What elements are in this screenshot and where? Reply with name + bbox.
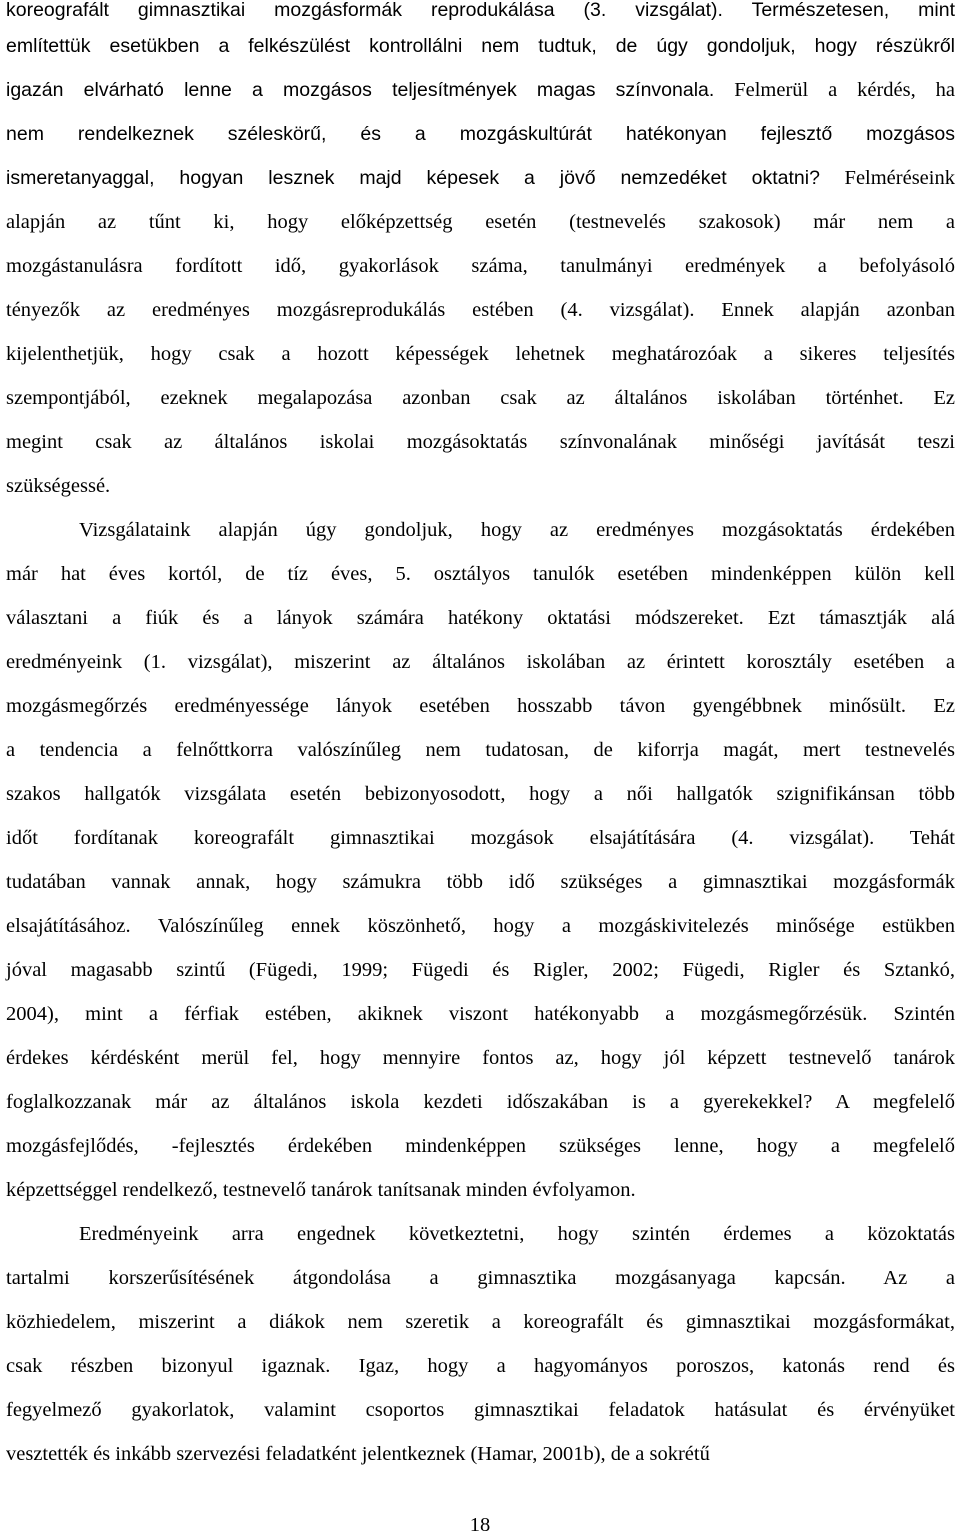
text-line: említettük esetükben a felkészülést kontrollálni nem tudtuk, de úgy gondoljuk, hogy részükről [6, 35, 955, 57]
text-line: a tendencia a felnőttkorra valószínűleg nem tudatosan, de kiforrja magát, mert testnevelés [6, 739, 955, 761]
text-line: megint csak az általános iskolai mozgásoktatás színvonalának minőségi javítását teszi [6, 431, 955, 453]
text-line: kijelenthetjük, hogy csak a hozott képességek lehetnek meghatározóak a sikeres teljesítés [6, 343, 955, 365]
text-line: szakos hallgatók vizsgálata esetén bebizonyosodott, hogy a női hallgatók szignifikánsan több [6, 783, 955, 805]
text-line: elsajátításához. Valószínűleg ennek köszönhető, hogy a mozgáskivitelezés minősége estükben [6, 915, 955, 937]
text-line: érdekes kérdésként merül fel, hogy mennyire fontos az, hogy jól képzett testnevelő tanárok [6, 1047, 955, 1069]
text-line [6, 74, 955, 106]
text-line: mozgástanulásra fordított idő, gyakorlások száma, tanulmányi eredmények a befolyásoló [6, 255, 955, 277]
text-line: már hat éves kortól, de tíz éves, 5. osztályos tanulók esetében mindenképpen külön kell [6, 563, 955, 585]
text-line: képzettséggel rendelkező, testnevelő tanárok tanítsanak minden évfolyamon. [6, 1179, 636, 1201]
text-line: foglalkozzanak már az általános iskola kezdeti időszakában is a gyerekekkel? A megfelelő [6, 1091, 955, 1113]
text-line: csak részben bizonyul igaznak. Igaz, hogy a hagyományos poroszos, katonás rend és [6, 1355, 955, 1377]
text-line: tényezők az eredményes mozgásreprodukálás estében (4. vizsgálat). Ennek alapján azonban [6, 299, 955, 321]
text-span-serif: Felmerül a kérdés, ha [714, 79, 955, 101]
text-span-sans: ismeretanyaggal, hogyan lesznek majd képesek a jövő nemzedéket oktatni? [6, 167, 820, 189]
text-span-sans: igazán elvárható lenne a mozgásos teljesítmények magas színvonala. [6, 79, 715, 101]
text-line: tartalmi korszerűsítésének átgondolása a gimnasztika mozgásanyaga kapcsán. Az a [6, 1267, 955, 1289]
text-line: mozgásmegőrzés eredményessége lányok esetében hosszabb távon gyengébbnek minősült. Ez [6, 695, 955, 717]
text-line: vesztették és inkább szervezési feladatként jelentkeznek (Hamar, 2001b), de a sokrétű [6, 1443, 710, 1465]
text-line: tudatában vannak annak, hogy számukra több idő szükséges a gimnasztikai mozgásformák [6, 871, 955, 893]
page-number: 18 [469, 1514, 491, 1536]
text-line: eredményeink (1. vizsgálat), miszerint az általános iskolában az érintett korosztály esetében a [6, 651, 955, 673]
text-line: közhiedelem, miszerint a diákok nem szeretik a koreografált és gimnasztikai mozgásformákat, [6, 1311, 955, 1333]
text-line [6, 162, 955, 194]
text-line: szempontjából, ezeknek megalapozása azonban csak az általános iskolában történhet. Ez [6, 387, 955, 409]
text-line: 2004), mint a férfiak estében, akiknek viszont hatékonyabb a mozgásmegőrzésük. Szintén [6, 1003, 955, 1025]
text-line: választani a fiúk és a lányok számára hatékony oktatási módszereket. Ezt támasztják alá [6, 607, 955, 629]
text-line: koreografált gimnasztikai mozgásformák reprodukálása (3. vizsgálat). Természetesen, mint [6, 0, 955, 21]
text-span-serif: Felméréseink [819, 167, 955, 189]
text-line: nem rendelkeznek széleskörű, és a mozgáskultúrát hatékonyan fejlesztő mozgásos [6, 123, 955, 145]
text-line: jóval magasabb szintű (Fügedi, 1999; Fügedi és Rigler, 2002; Fügedi, Rigler és Sztankó, [6, 959, 955, 981]
text-line: szükségessé. [6, 475, 111, 497]
text-line: alapján az tűnt ki, hogy előképzettség esetén (testnevelés szakosok) már nem a [6, 211, 955, 233]
text-line: időt fordítanak koreografált gimnasztikai mozgások elsajátítására (4. vizsgálat). Tehát [6, 827, 955, 849]
text-line: mozgásfejlődés, -fejlesztés érdekében mindenképpen szükséges lenne, hogy a megfelelő [6, 1135, 955, 1157]
text-line: Vizsgálataink alapján úgy gondoljuk, hogy az eredményes mozgásoktatás érdekében [79, 519, 955, 541]
text-line: Eredményeink arra engednek következtetni, hogy szintén érdemes a közoktatás [79, 1223, 955, 1245]
text-line: fegyelmező gyakorlatok, valamint csoportos gimnasztikai feladatok hatásulat és érvényüket [6, 1399, 955, 1421]
